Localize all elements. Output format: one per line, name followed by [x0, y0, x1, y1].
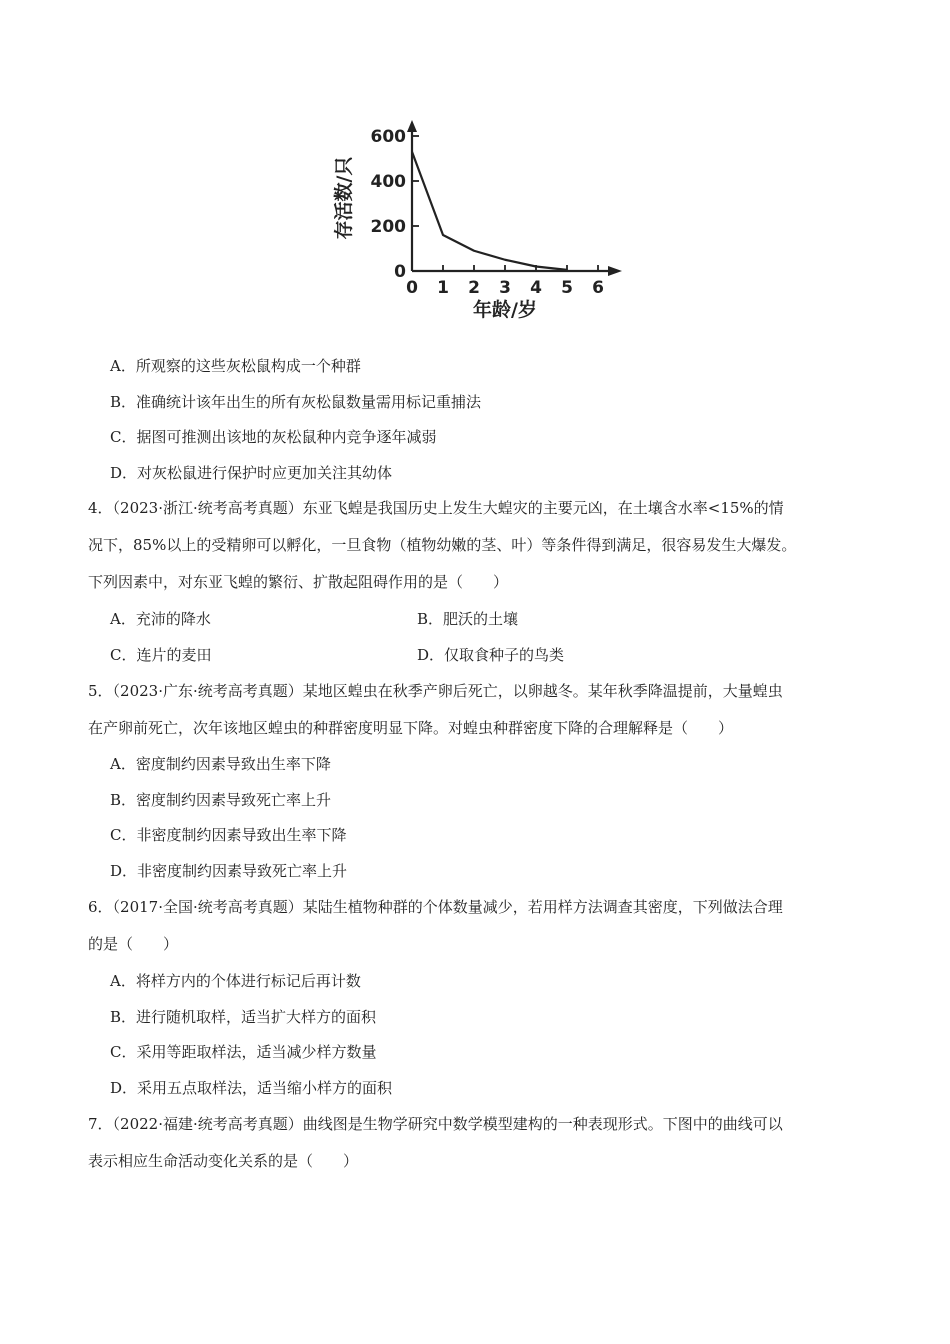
q4-option-b: B．肥沃的土壤: [417, 610, 519, 628]
chart-axes: [407, 120, 622, 276]
q5-stem-line-2: 在产卵前死亡，次年该地区蝗虫的种群密度明显下降。对蝗虫种群密度下降的合理解释是（ ）: [88, 719, 734, 737]
y-tick-label: 600: [370, 127, 406, 147]
q3-option-b: B．准确统计该年出生的所有灰松鼠数量需用标记重捕法: [110, 393, 482, 411]
q3-option-a: A．所观察的这些灰松鼠构成一个种群: [110, 357, 361, 375]
y-axis-arrow: [407, 120, 417, 132]
q7-stem-line-2: 表示相应生命活动变化关系的是（ ）: [88, 1152, 359, 1170]
q4-stem-line-1: 4．（2023·浙江·统考高考真题）东亚飞蝗是我国历史上发生大蝗灾的主要元凶，在土壤含水率<15%的情: [88, 499, 784, 517]
data-point: [442, 234, 444, 236]
q5-option-c: C．非密度制约因素导致出生率下降: [110, 826, 347, 844]
y-tick-label: 0: [394, 262, 406, 282]
x-tick-label: 0: [406, 278, 418, 298]
q3-option-c: C．据图可推测出该地的灰松鼠种内竞争逐年减弱: [110, 428, 437, 446]
y-tick-label: 200: [370, 217, 406, 237]
data-point: [473, 250, 475, 252]
q3-option-d: D．对灰松鼠进行保护时应更加关注其幼体: [110, 464, 393, 482]
survival-curve-line: [412, 152, 567, 270]
x-tick-label: 6: [592, 278, 604, 298]
q5-option-d: D．非密度制约因素导致死亡率上升: [110, 862, 348, 880]
q4-stem-line-3: 下列因素中，对东亚飞蝗的繁衍、扩散起阻碍作用的是（ ）: [88, 573, 509, 591]
q7-stem-line-1: 7．（2022·福建·统考高考真题）曲线图是生物学研究中数学模型建构的一种表现形式。下图中的曲线可以: [88, 1115, 783, 1133]
x-axis-arrow: [608, 266, 622, 276]
q6-option-a: A．将样方内的个体进行标记后再计数: [110, 972, 361, 990]
q4-option-c: C．连片的麦田: [110, 646, 212, 664]
q5-option-b: B．密度制约因素导致死亡率上升: [110, 791, 332, 809]
data-point: [411, 151, 413, 153]
chart-series: [411, 151, 568, 271]
x-tick-label: 5: [561, 278, 573, 298]
q6-stem-line-2: 的是（ ）: [88, 935, 179, 953]
x-tick-label: 1: [437, 278, 449, 298]
data-point: [535, 266, 537, 268]
x-tick-label: 3: [499, 278, 511, 298]
q6-option-d: D．采用五点取样法，适当缩小样方的面积: [110, 1079, 393, 1097]
y-tick-label: 400: [370, 172, 406, 192]
data-point: [504, 259, 506, 261]
q6-option-b: B．进行随机取样，适当扩大样方的面积: [110, 1008, 377, 1026]
q4-option-a: A．充沛的降水: [110, 610, 211, 628]
data-point: [566, 269, 568, 271]
q4-option-d: D．仅取食种子的鸟类: [417, 646, 565, 664]
x-tick-label: 2: [468, 278, 480, 298]
q5-option-a: A．密度制约因素导致出生率下降: [110, 755, 331, 773]
q6-stem-line-1: 6．（2017·全国·统考高考真题）某陆生植物种群的个体数量减少，若用样方法调查其密度，下列做法合理: [88, 898, 783, 916]
y-axis-label: 存活数/只: [333, 156, 355, 240]
x-axis-label: 年龄/岁: [473, 299, 537, 321]
q6-option-c: C．采用等距取样法，适当减少样方数量: [110, 1043, 377, 1061]
x-tick-label: 4: [530, 278, 542, 298]
q4-stem-line-2: 况下，85%以上的受精卵可以孵化，一旦食物（植物幼嫩的茎、叶）等条件得到满足，很容易发生大爆发。: [88, 536, 797, 554]
q5-stem-line-1: 5．（2023·广东·统考高考真题）某地区蝗虫在秋季产卵后死亡，以卵越冬。某年秋季降温提前，大量蝗虫: [88, 682, 783, 700]
survival-curve-chart: [330, 118, 630, 328]
